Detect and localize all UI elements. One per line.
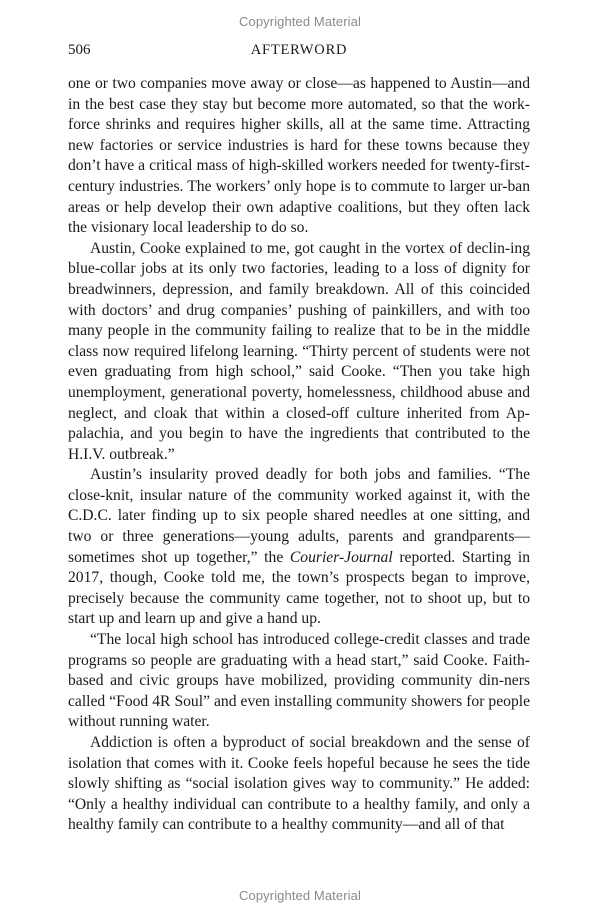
paragraph: Austin, Cooke explained to me, got caught in the vortex of declin-ing blue-collar jobs at its only two factories, leading to a loss of dignity for breadwinners, depression, and family breakdown. All of this coincided with doctors’ and drug companies’ pushing of painkillers, and with too many people in the community failing to realize that to be in the middle class now required lifelong learning. “Thirty percent of students were not even graduating from high school,” said Cooke. “Then you take high unemployment, generational poverty, homelessness, childhood abuse and neglect, and cloak that within a closed-off culture inherited from Ap-palachia, and you begin to have the ingredients that contributed to the H.I.V. outbreak.” bbox=[68, 239, 530, 463]
paragraph: “The local high school has introduced college-credit classes and trade programs so people are graduating with a head start,” said Cooke. Faith-based and civic groups have mobilized, providing community din-ners called “Food 4R Soul” and even installing community showers for people without running water. bbox=[68, 631, 530, 731]
body-text bbox=[68, 74, 530, 836]
paragraph-continued: one or two companies move away or close—as happened to Austin—and in the best case they stay but become more automated, so that the work-force shrinks and requires higher skills, all at the same time. Attracting new factories or service industries is hard for these towns because they don’t have a critical mass of high-skilled workers needed for twenty-first-century industries. The workers’ only hope is to commute to larger ur-ban areas or help develop their own adaptive coalitions, but they often lack the visionary local leadership to do so. bbox=[68, 75, 530, 237]
running-head bbox=[68, 42, 530, 62]
copyright-watermark-bottom: Copyrighted Material bbox=[239, 888, 361, 903]
paragraph-text-start: Austin’s insularity proved deadly for both jobs and families. “The close-knit, insular nature of the community worked against it, with the C.D.C. later finding up to six people shared needles at one sitting, and two or three generations—young adults, parents and grandparents—sometimes shot up together,” the bbox=[68, 466, 530, 566]
paragraph-text-end: reported. Starting in 2017, though, Cooke told me, the town’s prospects began to improve, precisely because the community came together, not to shoot up, but to start up and learn up and give a hand up. bbox=[68, 548, 530, 628]
paragraph: Addiction is often a byproduct of social breakdown and the sense of isolation that comes with it. Cooke feels hopeful because he sees the tide slowly shifting as “social isolation gives way to community.” He added: “Only a healthy individual can contribute to a healthy family, and only a healthy family can contribute to a healthy community—and all of that bbox=[68, 734, 530, 834]
running-title: AFTERWORD bbox=[250, 42, 348, 58]
page-number: 506 bbox=[68, 42, 91, 58]
paragraph bbox=[68, 465, 530, 630]
publication-title: Courier-Journal bbox=[289, 548, 393, 566]
copyright-watermark-top: Copyrighted Material bbox=[239, 14, 361, 29]
